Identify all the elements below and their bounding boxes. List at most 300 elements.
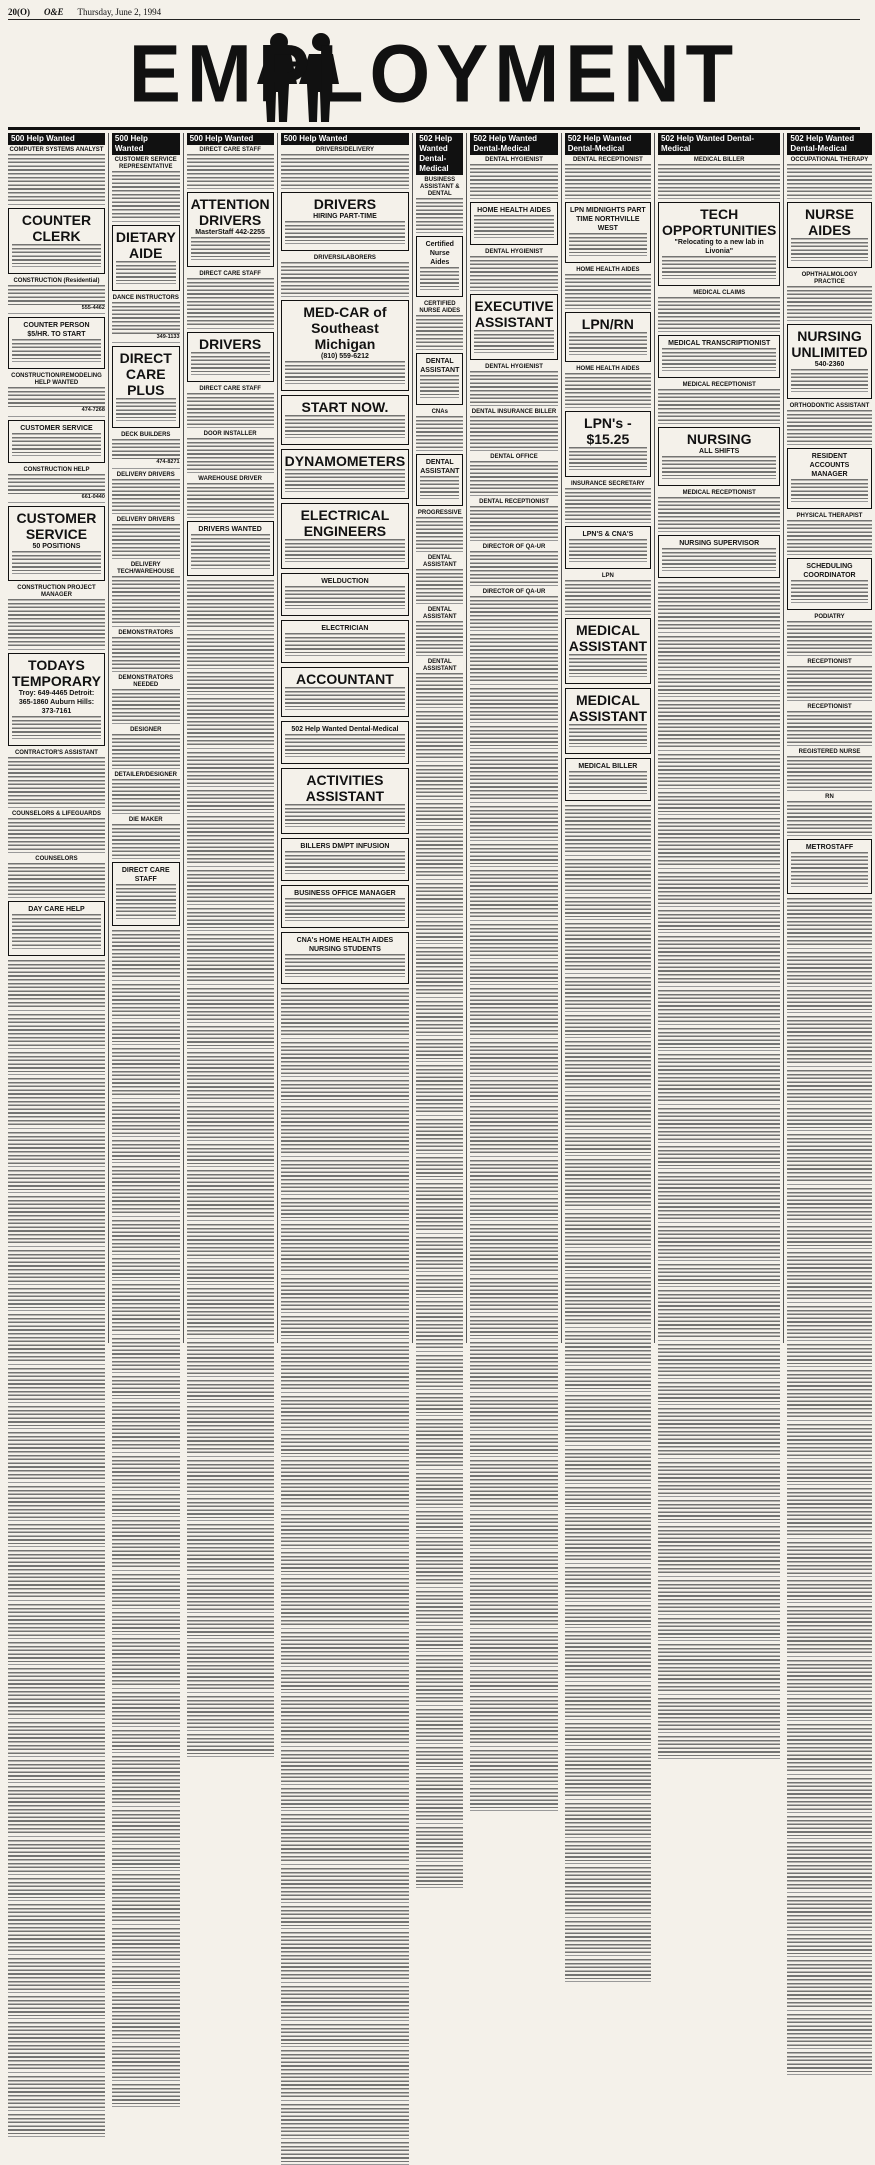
classified-ad (112, 1730, 180, 1753)
ad-body-text (187, 278, 274, 326)
ad-body-text (416, 1275, 463, 1295)
ad-body-text (565, 1685, 651, 1717)
ad-body-text (187, 634, 274, 666)
ad-body-text (787, 1370, 871, 1418)
classified-ad (787, 1542, 871, 1577)
ad-body-text (416, 1001, 463, 1033)
classified-ad (8, 1840, 105, 1875)
ad-title: DENTAL RECEPTIONIST (479, 499, 549, 505)
ad-body-text (658, 872, 780, 904)
classified-ad (565, 1369, 651, 1392)
display-ad-subhead: DRIVERS WANTED (198, 526, 262, 533)
ad-body-text (12, 716, 101, 736)
classified-ad (787, 898, 871, 949)
classified-ad (8, 1524, 105, 1547)
ad-body-text (569, 233, 647, 253)
ad-body-text (8, 1368, 105, 1400)
display-ad-body (791, 580, 867, 603)
classified-ad (470, 1224, 557, 1275)
classified-ad (187, 1262, 274, 1285)
classified-ad (8, 811, 105, 853)
classified-ad (112, 727, 180, 769)
classified-ad (187, 1052, 274, 1103)
ad-title: CONSTRUCTION PROJECT MANAGER (17, 585, 96, 599)
display-ad (658, 427, 780, 486)
display-ad-headline: CUSTOMER SERVICE (16, 510, 97, 543)
display-ad (281, 395, 410, 445)
display-ad (8, 420, 105, 463)
classified-ad (281, 1814, 410, 1865)
ad-body-text (112, 1638, 180, 1686)
ad-body-text (285, 687, 406, 707)
classified-ad (565, 859, 651, 894)
ad-body-text (112, 1022, 180, 1042)
classified-ad (470, 752, 557, 803)
classified-ad (112, 1376, 180, 1399)
ad-body-text (470, 962, 557, 982)
ad-title: DETAILER/DESIGNER (114, 771, 178, 778)
classified-ad (658, 1290, 780, 1341)
ad-body-text (787, 1134, 871, 1182)
ad-body-text (470, 752, 557, 800)
classified-ad (787, 1462, 871, 1485)
ad-phone: 661-0440 (81, 493, 105, 500)
classified-ad (112, 1456, 180, 1491)
classified-ad (8, 1604, 105, 1639)
ad-body-text (8, 2022, 105, 2070)
ad-body-text (112, 439, 180, 459)
classified-ad (112, 1874, 180, 1925)
classified-ad (787, 704, 871, 746)
ad-body-text (285, 539, 406, 559)
ad-body-text (787, 1724, 871, 1772)
ad-body-text (416, 1237, 463, 1269)
ad-title: DELIVERY TECH/WAREHOUSE (117, 561, 175, 575)
ad-body-text (658, 990, 780, 1022)
ad-body-text (787, 1488, 871, 1536)
ad-body-text (416, 1773, 463, 1821)
ad-title: OCCUPATIONAL THERAPY (790, 157, 869, 163)
display-ad-subhead: COUNTER PERSON $5/HR. TO START (23, 322, 90, 339)
ad-body-text (112, 1992, 180, 2040)
display-ad-body (285, 539, 406, 562)
classified-ad (112, 1520, 180, 1571)
ad-body-text (658, 1698, 780, 1730)
ad-phone: 474-7268 (81, 407, 105, 414)
classified-ad (416, 1065, 463, 1116)
classified-ad (8, 1368, 105, 1403)
ad-title: MEDICAL BILLER (693, 157, 745, 163)
ad-body-text (285, 633, 406, 653)
ad-title: MEDICAL RECEPTIONIST (682, 382, 756, 388)
ad-body-text (112, 1612, 180, 1632)
ad-body-text (187, 1578, 274, 1610)
classified-ad (187, 634, 274, 669)
classified-ad (187, 1026, 274, 1049)
classified-ad (281, 1278, 410, 1313)
ad-body-text (470, 1224, 557, 1272)
classified-ad (787, 749, 871, 791)
display-ad-body (285, 687, 406, 710)
ad-body-text (565, 859, 651, 891)
ad-title: CONSTRUCTION (Residential) (13, 278, 100, 284)
ad-body-text (112, 1338, 180, 1370)
ad-body-text (470, 1788, 557, 1808)
classified-ad (470, 1670, 557, 1693)
display-ad-headline: ELECTRICAL ENGINEERS (300, 507, 390, 539)
ad-body-text (787, 1188, 871, 1220)
display-ad-body (285, 469, 406, 492)
display-ad-body (116, 884, 176, 919)
classified-ad (8, 1486, 105, 1521)
classified-ad (8, 1196, 105, 1247)
display-ad (281, 192, 410, 251)
display-ad-body (285, 361, 406, 384)
display-ad-subhead: LPN'S & CNA'S (582, 531, 634, 538)
display-ad-headline: DYNAMOMETERS (284, 453, 406, 469)
ad-body-text (787, 2014, 871, 2046)
ad-title: INSURANCE SECRETARY (571, 481, 645, 487)
display-ad-subhead: WELDUCTION (321, 578, 369, 585)
display-ad-body (474, 330, 553, 353)
classified-ad (8, 1014, 105, 1049)
ad-body-text (565, 923, 651, 971)
classified-ad (416, 1275, 463, 1298)
classified-ad (8, 373, 105, 416)
classified-ad (187, 1288, 274, 1339)
classified-ad (565, 1487, 651, 1510)
ad-title: CUSTOMER SERVICE REPRESENTATIVE (114, 157, 177, 170)
display-ad-headline: LPN's - $15.25 (584, 415, 632, 447)
classified-column (787, 133, 874, 1343)
ad-body-text (565, 1277, 651, 1325)
classified-ad (416, 829, 463, 880)
classified-ad (658, 290, 780, 332)
ad-body-text (187, 816, 274, 864)
ad-body-text (658, 1526, 780, 1574)
ad-body-text (565, 1841, 651, 1861)
ad-body-text (112, 637, 180, 669)
classified-ad (281, 1788, 410, 1811)
display-ad (787, 839, 871, 894)
display-ad (281, 932, 410, 984)
display-ad-body (12, 914, 101, 949)
classified-ad (787, 1108, 871, 1131)
classified-ad (112, 472, 180, 514)
ad-body-text (285, 851, 406, 871)
ad-body-text (8, 1250, 105, 1282)
ad-body-text (658, 1290, 780, 1338)
ad-body-text (787, 1816, 871, 1836)
classified-ad (281, 1750, 410, 1785)
classified-ad (8, 2114, 105, 2137)
classified-ad (565, 897, 651, 920)
ad-body-text (8, 1958, 105, 1990)
display-ad-subhead: RESIDENT ACCOUNTS MANAGER (809, 453, 850, 478)
ad-body-text (565, 373, 651, 405)
ad-body-text (112, 1220, 180, 1252)
display-ad (112, 862, 180, 926)
ad-body-text (787, 520, 871, 552)
ad-body-text (12, 914, 101, 946)
classified-ad (8, 1760, 105, 1783)
ad-body-text (787, 1108, 871, 1128)
display-ad-headline: ACCOUNTANT (296, 671, 394, 687)
ad-phone: 555-4462 (81, 305, 105, 311)
classified-ad (187, 147, 274, 189)
classified-ad (416, 1747, 463, 1770)
ad-body-text (787, 1542, 871, 1574)
ad-body-text (470, 1578, 557, 1626)
classified-ad (112, 1810, 180, 1845)
ad-body-text (470, 1632, 557, 1664)
classified-ad (470, 409, 557, 451)
display-ad (416, 236, 463, 297)
ad-body-text (420, 375, 459, 395)
classified-ad (565, 1133, 651, 1156)
ad-body-text (658, 936, 780, 984)
classified-ad (8, 1642, 105, 1665)
ad-body-text (191, 352, 270, 372)
classified-ad (281, 2142, 410, 2165)
classified-ad (416, 1473, 463, 1508)
classified-ad (658, 1462, 780, 1497)
ad-body-text (470, 1460, 557, 1508)
classified-ad (281, 1042, 410, 1077)
display-ad-body (285, 851, 406, 874)
ad-body-text (658, 1146, 780, 1166)
ad-body-text (470, 551, 557, 583)
ad-title: DENTAL OFFICE (490, 454, 538, 460)
classified-ad (8, 278, 105, 314)
ad-body-text (662, 456, 776, 476)
classified-ad (8, 1432, 105, 1483)
ad-body-text (787, 1016, 871, 1064)
ad-body-text (112, 1848, 180, 1868)
ad-title: CNAs (431, 409, 448, 415)
display-ad-headline: NURSING UNLIMITED (791, 328, 868, 360)
classified-ad (8, 1132, 105, 1167)
ad-body-text (791, 238, 867, 258)
classified-ad (565, 1685, 651, 1720)
classified-ad (470, 1342, 557, 1393)
ad-body-text (281, 1460, 410, 1508)
classified-ad (565, 1159, 651, 1210)
display-ad-subhead: (810) 559-6212 (320, 353, 369, 360)
classified-ad (8, 2022, 105, 2073)
display-ad-body (791, 369, 867, 392)
column-heading: 500 Help Wanted (281, 133, 410, 145)
classified-ad (281, 1552, 410, 1575)
classified-ad (787, 1934, 871, 1957)
classified-ad (565, 1749, 651, 1800)
classified-ad (187, 1642, 274, 1693)
ad-title: COUNSELORS (35, 856, 78, 863)
classified-ad (470, 962, 557, 985)
classified-ad (281, 1578, 410, 1629)
display-ad (187, 521, 274, 576)
display-ad-body (791, 479, 867, 502)
classified-ad (658, 636, 780, 671)
ad-body-text (470, 1434, 557, 1454)
classified-ad (187, 934, 274, 985)
display-ad (658, 335, 780, 378)
ad-body-text (416, 1183, 463, 1231)
classified-ad (8, 750, 105, 808)
ad-title: DIRECTOR OF QA-UR (482, 544, 546, 550)
ad-body-text (187, 698, 274, 746)
classified-ad (658, 1264, 780, 1287)
ad-body-text (565, 1095, 651, 1127)
ad-title: DIE MAKER (128, 816, 163, 823)
classified-ad (470, 1160, 557, 1195)
ad-body-text (787, 1226, 871, 1246)
display-ad (658, 202, 780, 286)
classified-ad (787, 1724, 871, 1775)
classified-ad (565, 1395, 651, 1446)
classified-ad (658, 1344, 780, 1379)
ad-body-text (8, 1996, 105, 2016)
ad-body-text (112, 1756, 180, 1804)
ad-body-text (281, 1278, 410, 1310)
classified-ad (416, 510, 463, 552)
classified-ad (470, 499, 557, 541)
ad-body-text (416, 517, 463, 549)
ad-title: DEMONSTRATORS NEEDED (118, 674, 174, 688)
display-ad-body (474, 215, 553, 238)
classified-ad (470, 1788, 557, 1811)
ad-body-text (187, 1262, 274, 1282)
classified-ad (8, 1722, 105, 1757)
ad-body-text (416, 621, 463, 653)
ad-body-text (787, 1424, 871, 1456)
classified-ad (416, 1301, 463, 1352)
display-ad-body (191, 352, 270, 375)
classified-ad (8, 2076, 105, 2111)
ad-body-text (285, 415, 406, 435)
classified-ad (470, 1042, 557, 1077)
display-ad (187, 332, 274, 382)
ad-body-text (416, 315, 463, 347)
display-ad-body (420, 476, 459, 499)
classified-ad (565, 1095, 651, 1130)
ad-body-text (787, 410, 871, 442)
ad-body-text (8, 1314, 105, 1362)
classified-ad (281, 1396, 410, 1431)
classified-ad (416, 1419, 463, 1470)
ad-body-text (281, 1396, 410, 1428)
ad-body-text (8, 1052, 105, 1072)
ad-body-text (565, 1369, 651, 1389)
classified-ad (8, 1786, 105, 1837)
ad-body-text (662, 348, 776, 368)
display-ad-subhead: DENTAL ASSISTANT (420, 459, 460, 475)
column-heading: 500 Help Wanted (112, 133, 180, 155)
display-ad-body (285, 898, 406, 921)
ad-body-text (281, 1434, 410, 1454)
folio-line (8, 6, 860, 20)
ad-body-text (187, 1616, 274, 1636)
ad-body-text (187, 580, 274, 628)
ad-body-text (470, 1670, 557, 1690)
classified-ad (565, 267, 651, 309)
classified-ad (8, 585, 105, 650)
ad-body-text (8, 1878, 105, 1898)
classified-ad (565, 1041, 651, 1092)
classified-ad (470, 1278, 557, 1313)
ad-body-text (658, 297, 780, 329)
ad-body-text (565, 1041, 651, 1089)
classified-ad (416, 711, 463, 762)
ad-body-text (470, 416, 557, 448)
ad-body-text (658, 1108, 780, 1140)
display-ad-headline: DIRECT CARE PLUS (119, 350, 172, 399)
classified-ad (658, 674, 780, 697)
ad-body-text (416, 1827, 463, 1859)
ad-body-text (112, 1692, 180, 1724)
ad-body-text (285, 469, 406, 489)
classified-ad (112, 1402, 180, 1453)
ad-body-text (285, 586, 406, 606)
ad-body-text (281, 1342, 410, 1390)
ad-body-text (112, 1048, 180, 1096)
display-ad (565, 312, 651, 362)
display-ad-subhead: MEDICAL BILLER (578, 763, 638, 770)
classified-ad (470, 249, 557, 291)
ad-body-text (285, 898, 406, 918)
display-ad-body (12, 551, 101, 574)
ad-body-text (658, 1028, 780, 1048)
ad-title: HOME HEALTH AIDES (576, 366, 640, 372)
ad-body-text (470, 256, 557, 288)
classified-ad (281, 1906, 410, 1929)
display-ad-headline: DRIVERS (198, 336, 262, 352)
ad-body-text (8, 2076, 105, 2108)
ad-body-text (112, 1284, 180, 1332)
display-ad-body (569, 233, 647, 256)
ad-body-text (281, 1750, 410, 1782)
ad-body-text (187, 988, 274, 1020)
classified-ad (187, 1144, 274, 1167)
classified-ad (187, 1696, 274, 1731)
ad-body-text (565, 1631, 651, 1679)
ad-body-text (112, 1402, 180, 1450)
ad-body-text (112, 1456, 180, 1488)
ad-body-text (470, 1552, 557, 1572)
classified-ad (281, 1986, 410, 2021)
ad-body-text (470, 844, 557, 864)
ad-body-text (191, 237, 270, 257)
ad-title: RN (825, 794, 834, 800)
classified-ad (565, 1277, 651, 1328)
ad-body-text (787, 1842, 871, 1890)
display-ad (565, 758, 651, 801)
ad-body-text (658, 1500, 780, 1520)
ad-body-text (416, 711, 463, 759)
ad-body-text (470, 1750, 557, 1782)
classified-ad (565, 1015, 651, 1038)
classified-ad (187, 1170, 274, 1221)
classified-ad (658, 1526, 780, 1577)
classified-ad (787, 1070, 871, 1105)
classified-ad (8, 1904, 105, 1955)
classified-ad (8, 467, 105, 503)
display-ad-subhead: MasterStaff 442-2255 (195, 229, 265, 236)
ad-body-text (8, 1196, 105, 1244)
ad-title: DIRECT CARE STAFF (199, 147, 261, 153)
display-ad (565, 618, 651, 684)
display-ad-body (420, 375, 459, 398)
